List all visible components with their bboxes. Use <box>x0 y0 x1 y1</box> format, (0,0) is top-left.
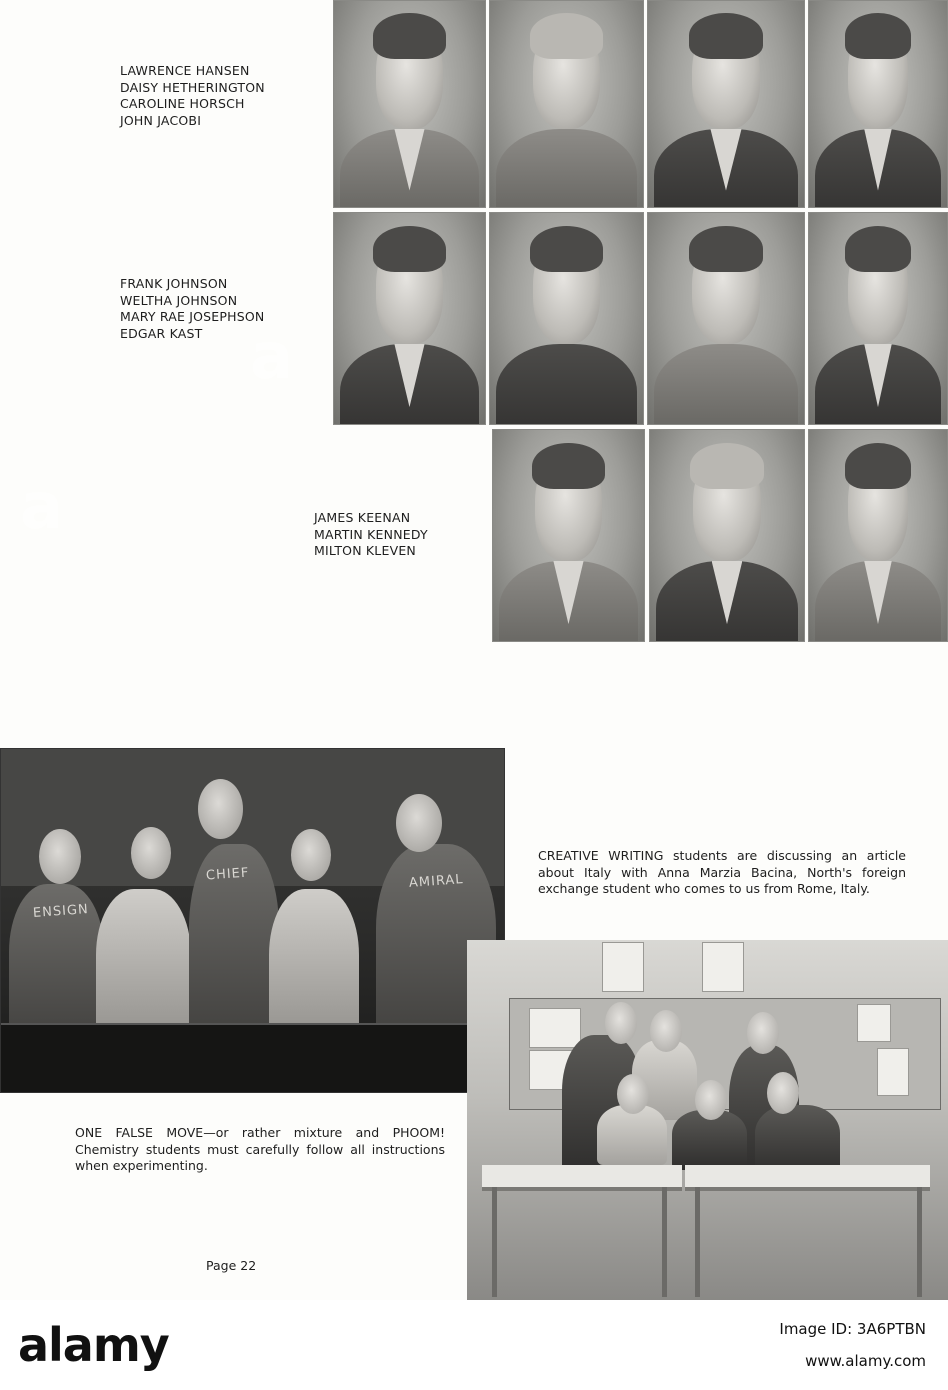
portrait-kennedy <box>649 429 805 642</box>
portrait-kleven <box>808 429 948 642</box>
alamy-logo: alamy <box>18 1318 169 1372</box>
portrait-weltha-johnson <box>489 212 644 425</box>
creative-writing-class-photo <box>467 940 948 1300</box>
apron-label: ENSIGN <box>32 902 90 921</box>
chemistry-class-photo <box>0 748 505 1093</box>
portrait-josephson <box>647 212 805 425</box>
teacher-name: MARTIN KENNEDY <box>314 526 428 542</box>
chemistry-caption: ONE FALSE MOVE—or rather mixture and PHOOM! Chemistry students must carefully follow all instructions when experimenting. <box>75 1125 445 1173</box>
portrait-frank-johnson <box>333 212 486 425</box>
image-id: Image ID: 3A6PTBN <box>779 1320 926 1338</box>
teacher-name: MARY RAE JOSEPHSON <box>120 309 265 325</box>
teacher-name: CAROLINE HORSCH <box>120 96 245 112</box>
apron-label: CHIEF <box>205 865 250 884</box>
site-url: www.alamy.com <box>805 1352 926 1370</box>
row2-names <box>120 276 264 342</box>
teacher-name: WELTHA JOHNSON <box>120 292 238 308</box>
apron-label: AMIRAL <box>408 872 465 891</box>
teacher-name: MILTON KLEVEN <box>314 543 416 559</box>
stock-footer <box>0 1300 948 1390</box>
creative-writing-caption: CREATIVE WRITING students are discussing an article about Italy with Anna Marzia Bacina, North's foreign exchange student who comes to us from Rome, Italy. <box>538 848 906 896</box>
portrait-kast <box>808 212 948 425</box>
portrait-hetherington <box>489 0 644 208</box>
teacher-name: JOHN JACOBI <box>120 112 202 128</box>
watermark: a <box>20 470 63 544</box>
portrait-keenan <box>492 429 645 642</box>
teacher-name: JAMES KEENAN <box>314 510 411 525</box>
portrait-jacobi <box>808 0 948 208</box>
row3-names <box>314 510 428 560</box>
teacher-name: LAWRENCE HANSEN <box>120 63 250 78</box>
row1-names <box>120 63 265 129</box>
teacher-name: EDGAR KAST <box>120 325 203 341</box>
teacher-name: FRANK JOHNSON <box>120 276 228 291</box>
teacher-name: DAISY HETHERINGTON <box>120 79 265 95</box>
portrait-hansen <box>333 0 486 208</box>
watermark: a <box>250 320 293 394</box>
portrait-horsch <box>647 0 805 208</box>
page-number: Page 22 <box>206 1258 257 1273</box>
